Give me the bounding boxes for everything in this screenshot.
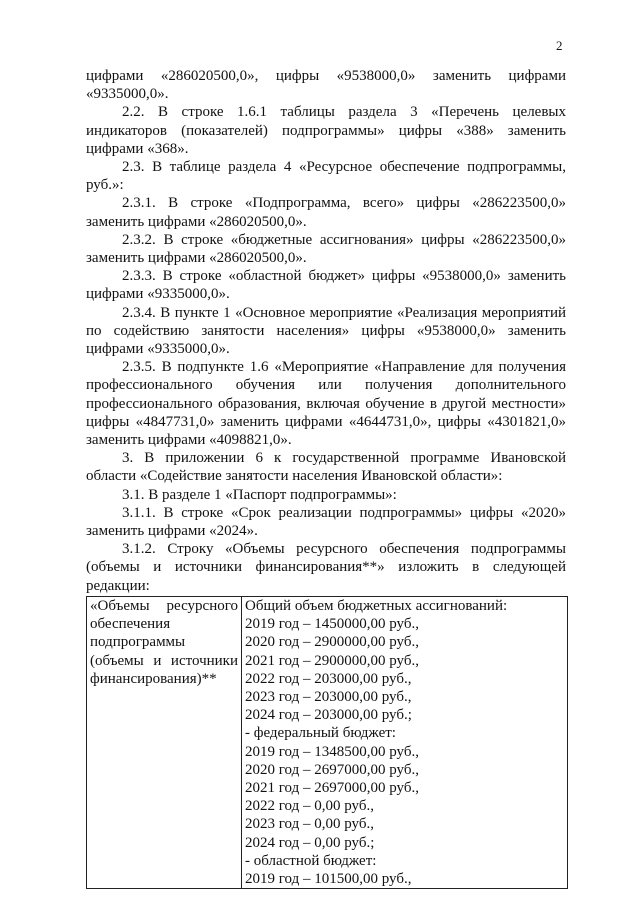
table-line: 2019 год – 1450000,00 руб., [245, 616, 419, 633]
paragraph-3-1-2: 3.1.2. Строку «Объемы ресурсного обеспечения подпрограммы (объемы и источники финансирования**» изложить в следующей редакции: [86, 541, 566, 594]
table-line: Общий объем бюджетных ассигнований: [245, 597, 508, 614]
table-line: 2021 год – 2697000,00 руб., [245, 779, 419, 796]
paragraph-3: 3. В приложении 6 к государственной программе Ивановской области «Содействие занятости населения Ивановской области»: [86, 450, 566, 485]
table-row [87, 596, 568, 888]
paragraph-2-2: 2.2. В строке 1.6.1 таблицы раздела 3 «Перечень целевых индикаторов (показателей) подпрограммы» цифры «388» заменить цифрами «368». [86, 104, 566, 157]
table-line: 2019 год – 1348500,00 руб., [245, 743, 419, 760]
table-line: 2023 год – 203000,00 руб., [245, 688, 412, 705]
table-line: - федеральный бюджет: [245, 725, 396, 742]
table-cell-values [242, 596, 568, 888]
paragraph-2-3-5: 2.3.5. В подпункте 1.6 «Мероприятие «Направление для получения профессионального обучения или получения дополнительного профессионального образования, включая обучение в другой местности» цифры «4847731,0» заменить цифрами «4644731,0», цифры «4301821,0» заменить цифрами «4098821,0». [86, 359, 566, 449]
paragraph-continuation: цифрами «286020500,0», цифры «9538000,0» заменить цифрами «9335000,0». [86, 68, 566, 103]
paragraph-3-1-1: 3.1.1. В строке «Срок реализации подпрограммы» цифры «2020» заменить цифрами «2024». [86, 504, 566, 540]
paragraph-3-1: 3.1. В разделе 1 «Паспорт подпрограммы»: [122, 486, 397, 503]
table-line: - областной бюджет: [245, 852, 377, 869]
table-line: 2020 год – 2900000,00 руб., [245, 634, 419, 651]
document-body [86, 67, 566, 889]
page-number: 2 [556, 38, 563, 53]
table-line: 2024 год – 203000,00 руб.; [245, 707, 412, 724]
table-cell-label: «Объемы ресурсного обеспечения подпрограммы (объемы и источники финансирования)** [87, 596, 242, 888]
table-line: 2019 год – 101500,00 руб., [245, 870, 412, 887]
table-line: 2023 год – 0,00 руб., [245, 816, 374, 833]
paragraph-2-3-3: 2.3.3. В строке «областной бюджет» цифры «9538000,0» заменить цифрами «9335000,0». [86, 268, 566, 303]
resource-table [86, 596, 568, 889]
table-line: 2021 год – 2900000,00 руб., [245, 652, 419, 669]
paragraph-2-3-1: 2.3.1. В строке «Подпрограмма, всего» цифры «286223500,0» заменить цифрами «286020500,0». [86, 195, 566, 230]
paragraph-2-3-2: 2.3.2. В строке «бюджетные ассигнования» цифры «286223500,0» заменить цифрами «286020500,0». [86, 231, 566, 267]
table-line: 2022 год – 0,00 руб., [245, 798, 374, 815]
paragraph-2-3: 2.3. В таблице раздела 4 «Ресурсное обеспечение подпрограммы, руб.»: [86, 159, 566, 194]
table-line: 2024 год – 0,00 руб.; [245, 834, 375, 851]
paragraph-2-3-4: 2.3.4. В пункте 1 «Основное мероприятие «Реализация мероприятий по содействию занятости населения» цифры «9538000,0» заменить цифрами «9335000,0». [86, 304, 566, 358]
table-line: 2022 год – 203000,00 руб., [245, 670, 412, 687]
table-line: 2020 год – 2697000,00 руб., [245, 761, 419, 778]
